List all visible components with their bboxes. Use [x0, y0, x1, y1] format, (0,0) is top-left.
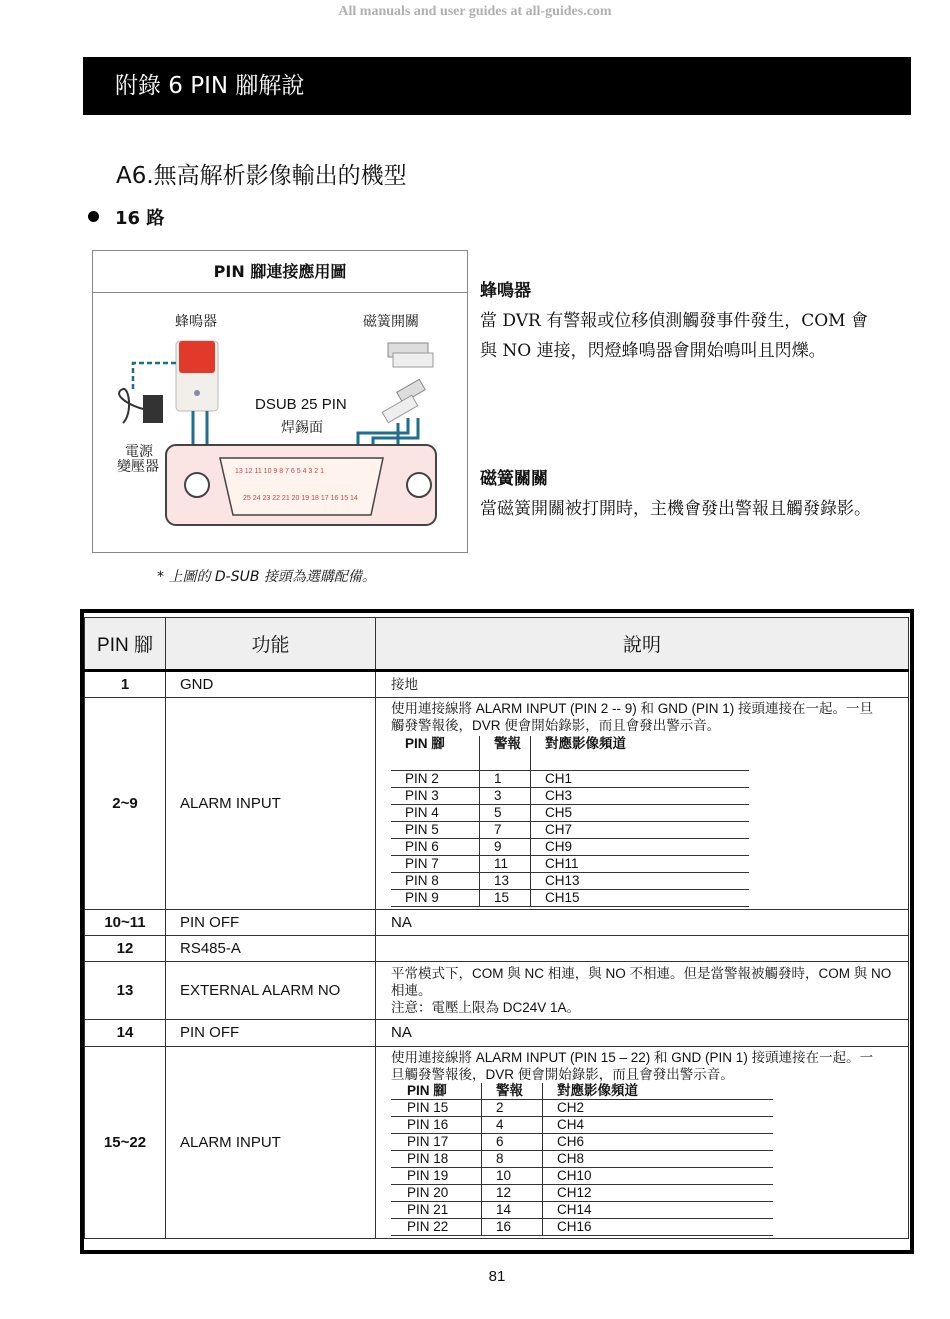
- subtable-row: [391, 855, 749, 872]
- table-row: [85, 935, 909, 961]
- description-cell: 接地: [376, 671, 909, 698]
- pin-cell: 2~9: [85, 698, 166, 910]
- sub-channel: CH7: [531, 821, 750, 838]
- sub-alarm: 12: [482, 1184, 543, 1201]
- header-function: 功能: [166, 618, 376, 671]
- table-row: [85, 671, 909, 698]
- pin-table: [84, 617, 909, 1239]
- table-row: [85, 1019, 909, 1046]
- label-bottom-pins: 25 24 23 22 21 20 19 18 17 16 15 14: [243, 495, 358, 502]
- sub-pin: PIN 22: [391, 1218, 482, 1235]
- subtable-row: [391, 1150, 773, 1167]
- subtable-row: [391, 1218, 773, 1235]
- function-cell: PIN OFF: [166, 1019, 376, 1046]
- function-cell: PIN OFF: [166, 909, 376, 935]
- magnet-title: 磁簧關關: [480, 469, 548, 489]
- channel-subtable: [391, 736, 749, 907]
- diagram-note: * 上圖的 D-SUB 接頭為選購配備。: [157, 569, 376, 585]
- label-solder-side: 焊錫面: [281, 420, 323, 436]
- sub-pin: PIN 8: [391, 872, 480, 889]
- subtable-row: [391, 889, 749, 906]
- pin-cell: 15~22: [85, 1046, 166, 1238]
- table-row: [85, 909, 909, 935]
- subtable-row: [391, 770, 749, 787]
- buzzer-text-1: 當 DVR 有警報或位移偵測觸發事件發生，COM 會: [480, 311, 868, 331]
- sub-channel: CH1: [531, 770, 750, 787]
- buzzer-title: 蜂鳴器: [480, 281, 531, 301]
- appendix-banner: 附錄 6 PIN 腳解說: [83, 57, 911, 115]
- table-header-row: [85, 618, 909, 671]
- label-buzzer: 蜂鳴器: [175, 314, 217, 330]
- header-description: 說明: [376, 618, 909, 671]
- subtable-row: [391, 787, 749, 804]
- label-top-pins: 13 12 11 10 9 8 7 6 5 4 3 2 1: [235, 468, 325, 475]
- pin-cell: 13: [85, 961, 166, 1019]
- label-dsub: DSUB 25 PIN: [255, 396, 347, 413]
- sub-channel: CH6: [543, 1133, 774, 1150]
- description-line: 使用連接線將 ALARM INPUT (PIN 15 – 22) 和 GND (PIN 1) 接頭連接在一起。一: [391, 1049, 874, 1065]
- sub-channel: CH8: [543, 1150, 774, 1167]
- sub-header-alarm: 警報: [482, 1083, 543, 1100]
- description-cell: [376, 961, 909, 1019]
- description-cell: [376, 935, 909, 961]
- subtable-row: [391, 872, 749, 889]
- pin-diagram: [92, 250, 468, 553]
- description-cell: NA: [376, 909, 909, 935]
- sub-alarm: 11: [480, 855, 531, 872]
- sub-pin: PIN 17: [391, 1133, 482, 1150]
- sub-channel: CH4: [543, 1116, 774, 1133]
- sub-pin: PIN 7: [391, 855, 480, 872]
- sub-header-pin: PIN 腳: [391, 736, 480, 770]
- sub-pin: PIN 20: [391, 1184, 482, 1201]
- pin-cell: 10~11: [85, 909, 166, 935]
- table-row: [85, 961, 909, 1019]
- header-pin: PIN 腳: [85, 618, 166, 671]
- diagram-title: PIN 腳連接應用圖: [93, 251, 467, 293]
- description-line: 相連。: [391, 982, 432, 998]
- sub-channel: CH5: [531, 804, 750, 821]
- sub-alarm: 7: [480, 821, 531, 838]
- sub-channel: CH16: [543, 1218, 774, 1235]
- function-cell: RS485-A: [166, 935, 376, 961]
- sub-alarm: 9: [480, 838, 531, 855]
- sub-alarm: 10: [482, 1167, 543, 1184]
- label-power-2: 變壓器: [117, 459, 159, 475]
- subtable-header: [391, 1083, 773, 1100]
- bullet-dot-icon: [88, 211, 99, 222]
- description-line: 觸發警報後，DVR 便會開始錄影，而且會發出警示音。: [391, 718, 721, 733]
- pin-cell: 12: [85, 935, 166, 961]
- sub-pin: PIN 21: [391, 1201, 482, 1218]
- label-magnet-switch: 磁簧開關: [363, 314, 419, 330]
- description-line: 注意：電壓上限為 DC24V 1A。: [391, 999, 581, 1015]
- sub-pin: PIN 2: [391, 770, 480, 787]
- sub-alarm: 16: [482, 1218, 543, 1235]
- sub-header-alarm: 警報: [480, 736, 531, 770]
- table-row: [85, 698, 909, 910]
- subtable-header: [391, 736, 749, 770]
- channel-subtable: [391, 1083, 773, 1236]
- buzzer-light-icon: [179, 341, 215, 373]
- sub-pin: PIN 6: [391, 838, 480, 855]
- sub-pin: PIN 9: [391, 889, 480, 906]
- subtable-row: [391, 838, 749, 855]
- sub-channel: CH12: [543, 1184, 774, 1201]
- function-cell: GND: [166, 671, 376, 698]
- sub-pin: PIN 4: [391, 804, 480, 821]
- table-row: [85, 1046, 909, 1238]
- sub-channel: CH14: [543, 1201, 774, 1218]
- sub-channel: CH2: [543, 1099, 774, 1116]
- label-power-1: 電源: [125, 444, 153, 460]
- diagram-illustration: [93, 293, 467, 551]
- sub-pin: PIN 15: [391, 1099, 482, 1116]
- sub-alarm: 4: [482, 1116, 543, 1133]
- subtable-row: [391, 1201, 773, 1218]
- sub-pin: PIN 16: [391, 1116, 482, 1133]
- description-cell: [376, 698, 909, 910]
- sub-header-channel: 對應影像頻道: [531, 736, 750, 770]
- subtable-row: [391, 1099, 773, 1116]
- sub-channel: CH15: [531, 889, 750, 906]
- description-line: 平常模式下，COM 與 NC 相連，與 NO 不相連。但是當警報被觸發時，COM 與 NO: [391, 965, 892, 981]
- sub-pin: PIN 19: [391, 1167, 482, 1184]
- magnet-text: 當磁簧開關被打開時，主機會發出警報且觸發錄影。: [480, 499, 871, 519]
- sub-alarm: 14: [482, 1201, 543, 1218]
- sub-pin: PIN 3: [391, 787, 480, 804]
- sub-channel: CH13: [531, 872, 750, 889]
- description-cell: [376, 1046, 909, 1238]
- sub-channel: CH11: [531, 855, 750, 872]
- magnet-section: [480, 464, 871, 524]
- sub-alarm: 3: [480, 787, 531, 804]
- sub-alarm: 6: [482, 1133, 543, 1150]
- sub-alarm: 8: [482, 1150, 543, 1167]
- description-line: 使用連接線將 ALARM INPUT (PIN 2 -- 9) 和 GND (PIN 1) 接頭連接在一起。一旦: [391, 701, 874, 716]
- buzzer-section: [480, 276, 868, 366]
- sub-channel: CH10: [543, 1167, 774, 1184]
- bullet-label: 16 路: [115, 208, 165, 229]
- page-number: 81: [488, 1268, 506, 1285]
- sub-alarm: 2: [482, 1099, 543, 1116]
- bullet-item: [88, 204, 164, 230]
- subtable-row: [391, 804, 749, 821]
- subtable-row: [391, 821, 749, 838]
- pin-cell: 14: [85, 1019, 166, 1046]
- function-cell: ALARM INPUT: [166, 1046, 376, 1238]
- sub-channel: CH9: [531, 838, 750, 855]
- sub-pin: PIN 18: [391, 1150, 482, 1167]
- sub-alarm: 1: [480, 770, 531, 787]
- buzzer-text-2: 與 NO 連接，閃燈蜂鳴器會開始鳴叫且閃爍。: [480, 341, 826, 361]
- power-adapter-icon: [143, 395, 163, 423]
- sub-alarm: 5: [480, 804, 531, 821]
- subtable-row: [391, 1133, 773, 1150]
- description-cell: NA: [376, 1019, 909, 1046]
- sub-alarm: 15: [480, 889, 531, 906]
- section-heading: A6.無高解析影像輸出的機型: [116, 163, 407, 189]
- sub-pin: PIN 5: [391, 821, 480, 838]
- sub-header-pin: PIN 腳: [391, 1083, 482, 1100]
- subtable-row: [391, 1116, 773, 1133]
- description-line: 旦觸發警報後，DVR 便會開始錄影，而且會發出警示音。: [391, 1066, 734, 1082]
- sub-header-channel: 對應影像頻道: [543, 1083, 774, 1100]
- pin-cell: 1: [85, 671, 166, 698]
- subtable-row: [391, 1184, 773, 1201]
- subtable-row: [391, 1167, 773, 1184]
- sub-alarm: 13: [480, 872, 531, 889]
- function-cell: ALARM INPUT: [166, 698, 376, 910]
- function-cell: EXTERNAL ALARM NO: [166, 961, 376, 1019]
- watermark: All manuals and user guides at all-guides.com: [338, 4, 612, 19]
- sub-channel: CH3: [531, 787, 750, 804]
